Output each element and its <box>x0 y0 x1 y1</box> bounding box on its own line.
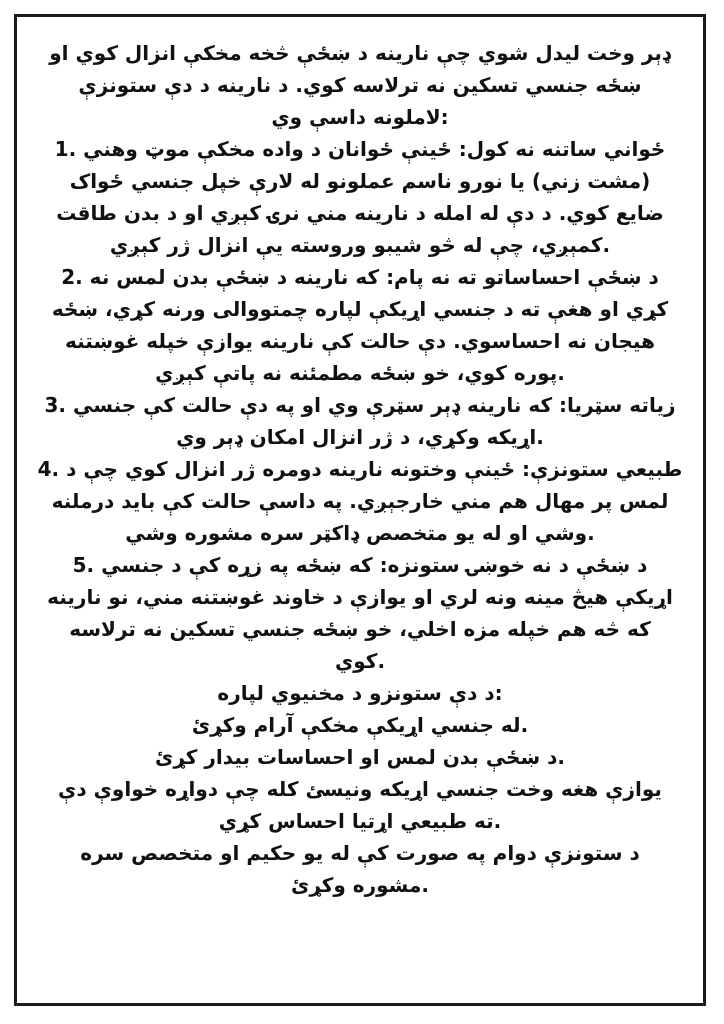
text-line: .کوي <box>334 649 386 673</box>
text-line: هیجان نه احساسوي. دې حالت کې نارینه یوازې خپله غوښتنه <box>65 329 655 353</box>
text-line: .کمېږي، چې له څو شیبو وروسته یې انزال ژر کېږي <box>109 233 611 257</box>
text-line: د ستونزې دوام په صورت کې له یو حکیم او متخصص سره <box>80 841 640 865</box>
text-line: .وشي او له یو متخصص ډاکټر سره مشوره وشي <box>125 521 595 545</box>
text-line: ډېر وخت لیدل شوي چې نارینه د ښځې څخه مخکې انزال کوي او <box>49 41 671 65</box>
document-frame <box>14 14 706 1006</box>
text-line: ځواني ساتنه نه کول: ځینې ځوانان د واده مخکې موټ وهني .1 <box>54 137 666 161</box>
text-line: .ته طبیعي اړتیا احساس کړي <box>218 809 502 833</box>
text-line: اړیکې هیڅ مینه ونه لري او یوازې د خاوند غوښتنه مني، نو نارینه <box>47 585 673 609</box>
text-line: .مشوره وکړئ <box>291 873 429 897</box>
text-line: زیاته سټریا: که نارینه ډېر سټرې وي او په دې حالت کې جنسي .3 <box>44 393 676 417</box>
text-line: کړي او هغې ته د جنسي اړیکې لپاره چمتووالی ورنه کړي، ښځه <box>51 297 669 321</box>
text-line: لمس پر مهال هم مني خارجېږي. په داسې حالت کې باید درملنه <box>51 489 669 513</box>
text-line: ضایع کوي. د دې له امله د نارینه مني نرۍ کېږي او د بدن طاقت <box>56 201 664 225</box>
text-line: .له جنسي اړیکې مخکې آرام وکړئ <box>191 713 529 737</box>
text-line: .پوره کوي، خو ښځه مطمئنه نه پاتې کېږي <box>155 361 565 385</box>
text-line: :لاملونه داسې وي <box>271 105 449 129</box>
text-line: ښځه جنسي تسکین نه ترلاسه کوي. د نارینه د دې ستونزې <box>78 73 642 97</box>
text-line: د ښځې احساساتو ته نه پام: که نارینه د ښځې بدن لمس نه .2 <box>61 265 659 289</box>
document-body <box>25 37 695 901</box>
text-line: .اړیکه وکړي، د ژر انزال امکان ډېر وي <box>176 425 544 449</box>
text-line: .د ښځې بدن لمس او احساسات بیدار کړئ <box>155 745 565 769</box>
text-line: :د دې ستونزو د مخنیوي لپاره <box>217 681 503 705</box>
text-line: یوازې هغه وخت جنسي اړیکه ونیسئ کله چې دواړه خواوې دې <box>58 777 662 801</box>
text-line: د ښځې د نه خوښۍ ستونزه: که ښځه په زړه کې د جنسي .5 <box>72 553 648 577</box>
text-line: طبیعي ستونزې: ځینې وختونه نارینه دومره ژر انزال کوي چې د .4 <box>37 457 683 481</box>
text-line: (مشت زني) یا نورو ناسم عملونو له لارې خپل جنسي ځواک <box>69 169 651 193</box>
text-line: که څه هم خپله مزه اخلي، خو ښځه جنسي تسکین نه ترلاسه <box>69 617 651 641</box>
